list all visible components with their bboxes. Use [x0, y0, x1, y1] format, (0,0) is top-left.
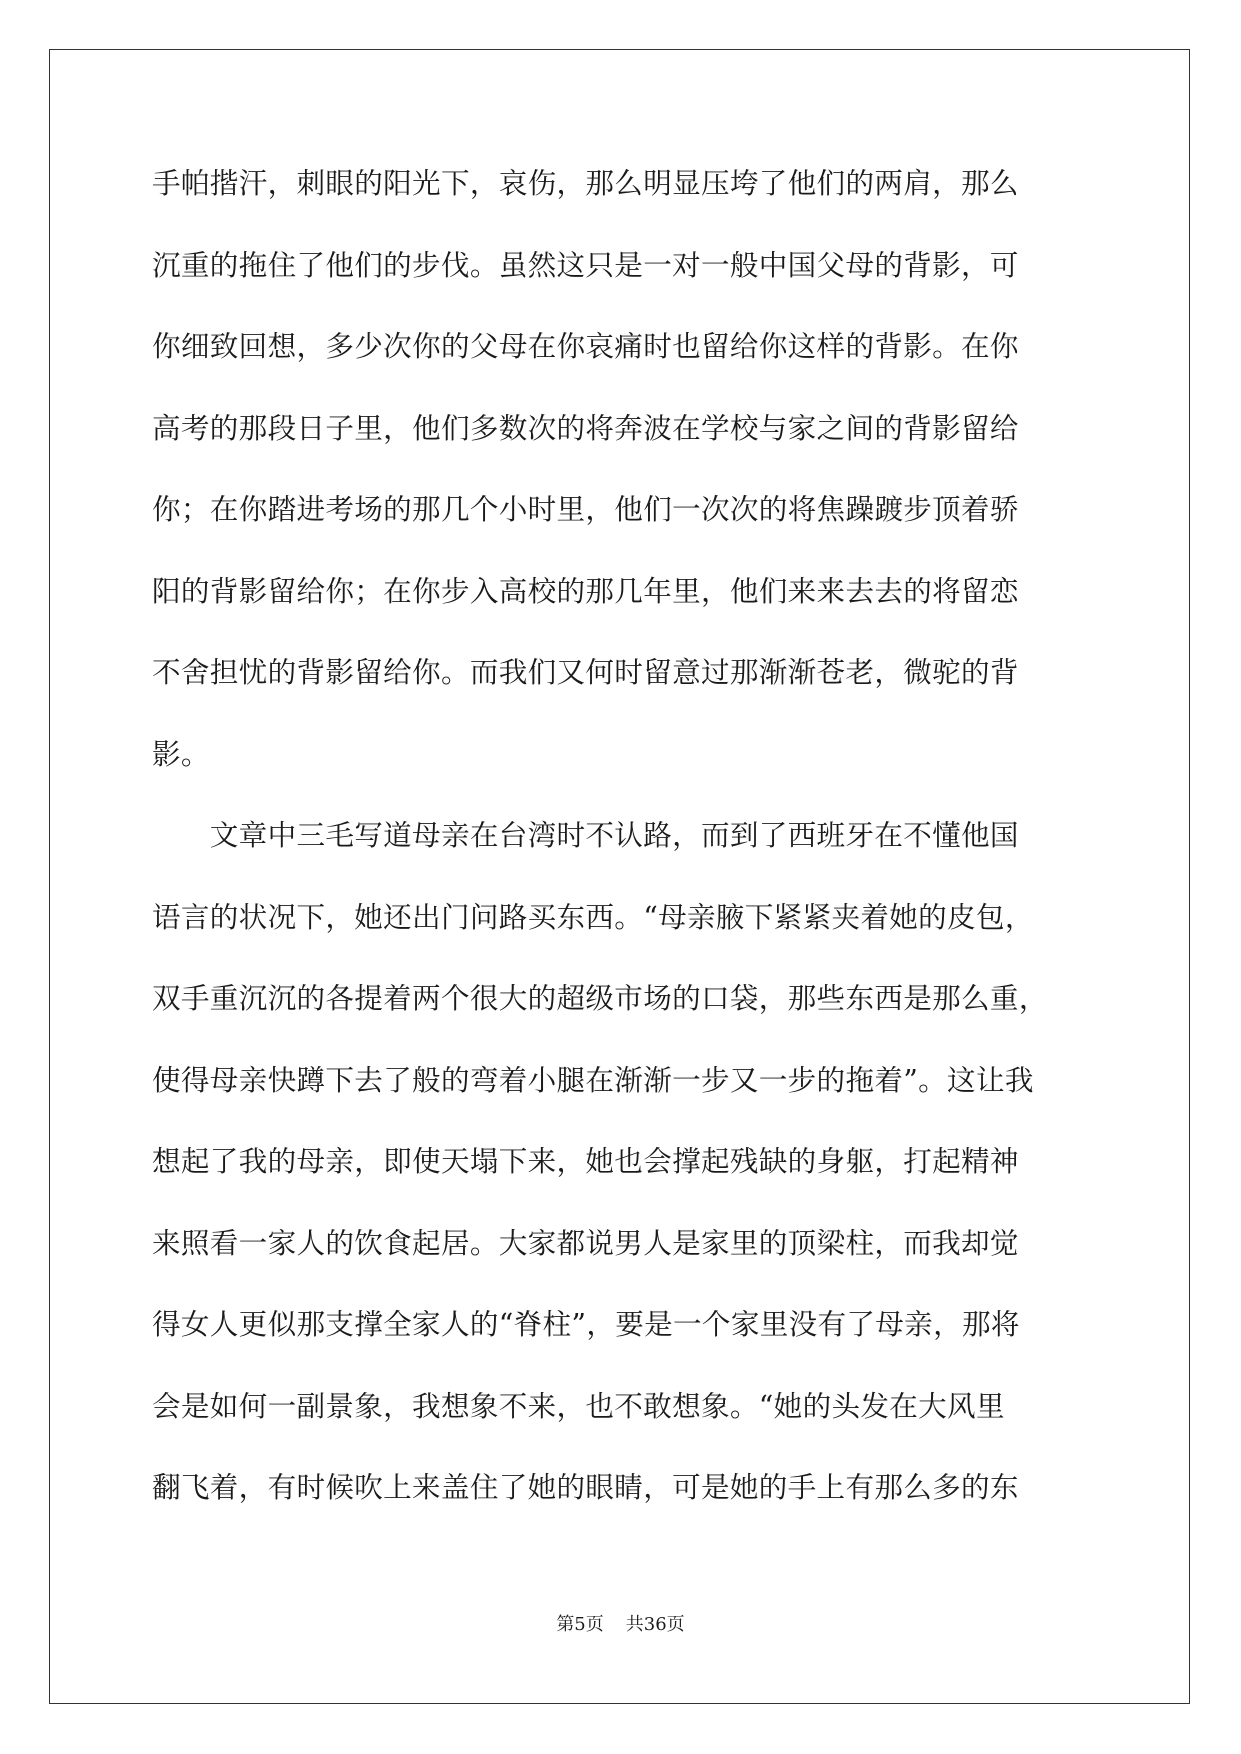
text-line: 双手重沉沉的各提着两个很大的超级市场的口袋，那些东西是那么重，	[152, 981, 1048, 1015]
text-line: 不舍担忧的背影留给你。而我们又何时留意过那渐渐苍老，微驼的背	[152, 655, 1019, 689]
text-line: 影。	[152, 736, 210, 771]
text-line: 你；在你踏进考场的那几个小时里，他们一次次的将焦躁踱步顶着骄	[152, 492, 1019, 526]
body-text	[152, 158, 1087, 1544]
text-line: 沉重的拖住了他们的步伐。虽然这只是一对一般中国父母的背影，可	[152, 247, 1019, 282]
text-line: 高考的那段日子里，他们多数次的将奔波在学校与家之间的背影留给	[152, 410, 1019, 445]
text-line: 你细致回想，多少次你的父母在你哀痛时也留给你这样的背影。在你	[152, 329, 1019, 363]
page-total: 共36页	[625, 1614, 685, 1635]
text-line: 会是如何一副景象，我想象不来，也不敢想象。“她的头发在大风里	[152, 1388, 1005, 1423]
text-line: 得女人更似那支撑全家人的“脊柱”，要是一个家里没有了母亲，那将	[152, 1307, 1020, 1341]
text-line: 语言的状况下，她还出门问路买东西。“母亲腋下紧紧夹着她的皮包，	[152, 899, 1034, 934]
text-line: 使得母亲快蹲下去了般的弯着小腿在渐渐一步又一步的拖着”。这让我	[152, 1062, 1034, 1097]
text-line: 阳的背影留给你；在你步入高校的那几年里，他们来来去去的将留恋	[152, 573, 1019, 608]
page-number: 第5页	[556, 1614, 604, 1635]
text-line: 文章中三毛写道母亲在台湾时不认路，而到了西班牙在不懂他国	[152, 818, 1019, 852]
text-line: 想起了我的母亲，即使天塌下来，她也会撑起残缺的身躯，打起精神	[152, 1144, 1019, 1178]
text-line: 来照看一家人的饮食起居。大家都说男人是家里的顶梁柱，而我却觉	[152, 1225, 1019, 1260]
page-footer	[0, 1610, 1241, 1636]
text-line: 翻飞着，有时候吹上来盖住了她的眼睛，可是她的手上有那么多的东	[152, 1470, 1019, 1504]
text-line: 手帕揩汗，刺眼的阳光下，哀伤，那么明显压垮了他们的两肩，那么	[152, 166, 1019, 200]
